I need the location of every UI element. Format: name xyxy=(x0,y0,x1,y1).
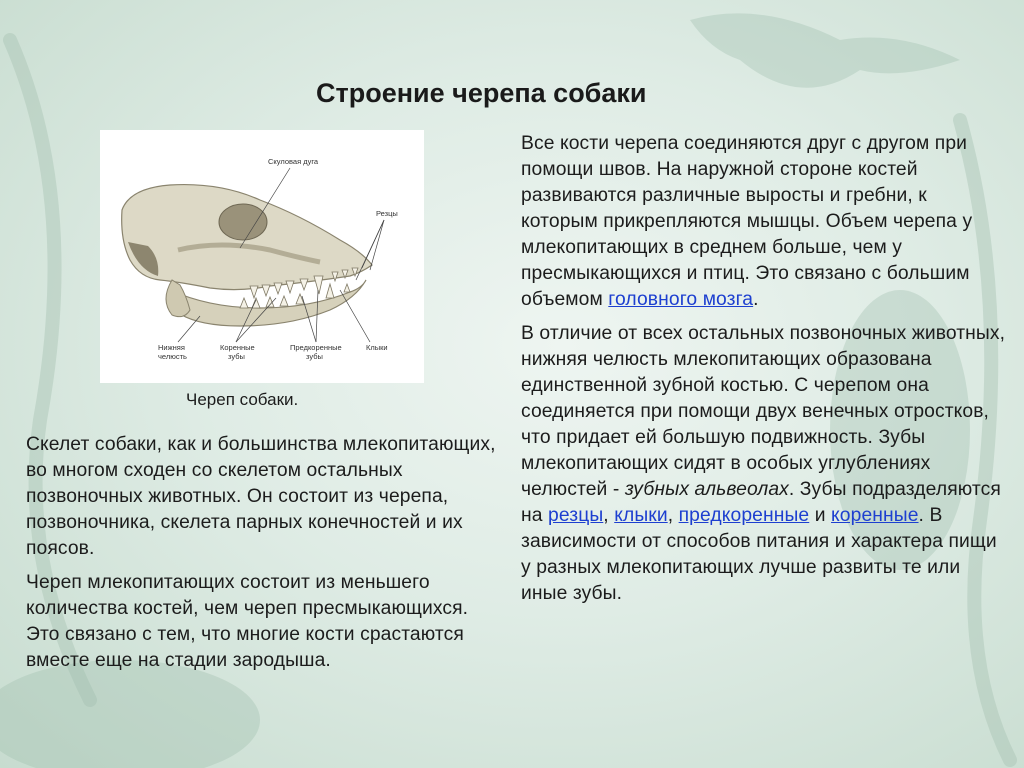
right-paragraph-1-text: Все кости черепа соединяются друг с другом при помощи швов. На наружной стороне костей развиваются различные выросты и гребни, к которым прикрепляются мышцы. Объем черепа у млекопитающих в среднем больше, чем у пресмыкающихся и птиц. Это связано с большим объемом xyxy=(521,133,973,310)
link-molars[interactable]: коренные xyxy=(831,505,919,526)
dog-skull-figure xyxy=(100,130,424,383)
label-premolars-2: зубы xyxy=(306,352,323,361)
right-paragraph-1-end: . xyxy=(753,289,759,310)
left-text-column xyxy=(26,432,506,682)
label-lower-jaw-2: челюсть xyxy=(158,352,187,361)
left-paragraph-1: Скелет собаки, как и большинства млекопитающих, во многом сходен со скелетом остальных позвоночных животных. Он состоит из черепа, позвоночника, скелета парных конечностей и их поясов. xyxy=(26,434,496,559)
right-paragraph-2-c: . В зависимости от способов питания и характера пищи у разных млекопитающих лучше развиты те или иные зубы. xyxy=(521,505,997,604)
conjunction-and: и xyxy=(809,505,832,526)
label-canines: Клыки xyxy=(366,343,388,352)
label-zygomatic-arch: Скуловая дуга xyxy=(268,157,319,166)
link-canines[interactable]: клыки xyxy=(614,505,668,526)
link-brain[interactable]: головного мозга xyxy=(608,289,754,310)
right-paragraph-2-b: . Зубы подразделяются на xyxy=(521,479,1001,526)
label-lower-jaw-1: Нижняя xyxy=(158,343,185,352)
label-incisors: Резцы xyxy=(376,209,398,218)
left-paragraph-2: Череп млекопитающих состоит из меньшего количества костей, чем череп пресмыкающихся. Это связано с тем, что многие кости срастаются вместе еще на стадии зародыша. xyxy=(26,572,469,671)
right-paragraph-2 xyxy=(521,321,1006,607)
separator-1: , xyxy=(603,505,615,526)
label-molars-1: Коренные xyxy=(220,343,255,352)
label-molars-2: зубы xyxy=(228,352,245,361)
right-paragraph-2-a: В отличие от всех остальных позвоночных животных, нижняя челюсть млекопитающих образована единственной зубной костью. С черепом она соединяется при помощи двух венечных отростков, что придает ей большую подвижность. Зубы млекопитающих сидят в особых углублениях челюстей - xyxy=(521,323,1006,500)
term-dental-alveoli: зубных альвеолах xyxy=(624,479,789,500)
right-text-column xyxy=(521,131,1006,615)
separator-2: , xyxy=(667,505,674,526)
right-paragraph-1 xyxy=(521,131,1006,313)
link-incisors[interactable]: резцы xyxy=(548,505,604,526)
link-premolars[interactable]: предкоренные xyxy=(678,505,810,526)
label-premolars-1: Предкоренные xyxy=(290,343,342,352)
slide-title: Строение черепа собаки xyxy=(316,78,647,108)
figure-caption: Череп собаки. xyxy=(186,390,299,409)
dog-skull-illustration xyxy=(100,130,424,383)
